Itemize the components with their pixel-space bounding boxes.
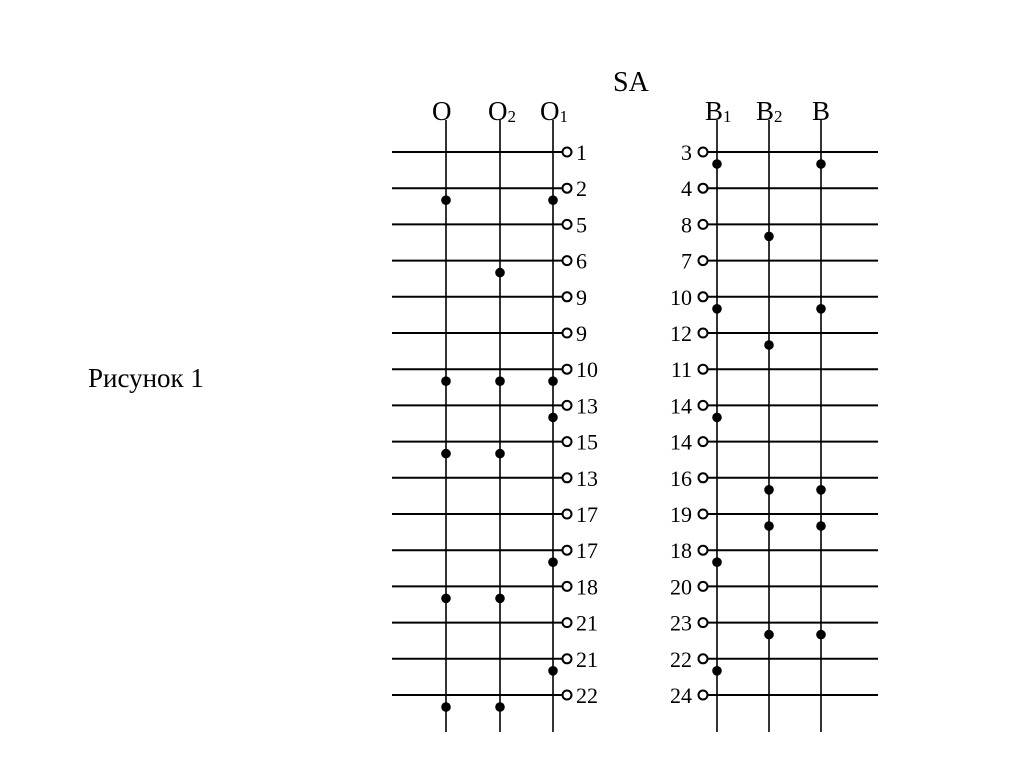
terminal-circle [563, 329, 572, 338]
terminal-label: 13 [576, 465, 598, 491]
terminal-circle [699, 329, 708, 338]
contact-dot [441, 594, 451, 604]
contact-dot [441, 376, 451, 386]
column-label: B [812, 96, 831, 126]
terminal-circle [563, 691, 572, 700]
terminal-circle [563, 510, 572, 519]
terminal-circle [563, 582, 572, 591]
terminal-circle [563, 256, 572, 265]
contact-dot [764, 521, 774, 531]
terminal-circle [563, 148, 572, 157]
terminal-circle [563, 618, 572, 627]
terminal-label: 14 [670, 393, 692, 419]
terminal-label: 4 [681, 176, 692, 202]
terminal-label: 14 [670, 429, 692, 455]
terminal-label: 18 [670, 538, 692, 564]
contact-dot [548, 195, 558, 205]
contact-dot [712, 159, 722, 169]
terminal-circle [699, 184, 708, 193]
column-label: O2 [488, 96, 516, 126]
terminal-circle [563, 292, 572, 301]
terminal-label: 16 [670, 465, 692, 491]
contact-dot [495, 702, 505, 712]
contact-dot [548, 666, 558, 676]
terminal-circle [699, 510, 708, 519]
contact-dot [764, 340, 774, 350]
terminal-circle [563, 365, 572, 374]
terminal-label: 8 [681, 212, 692, 238]
right-switch-group [670, 96, 878, 732]
contact-dot [764, 232, 774, 242]
terminal-circle [699, 618, 708, 627]
terminal-circle [699, 654, 708, 663]
left-switch-group [392, 96, 598, 732]
terminal-circle [699, 401, 708, 410]
contact-dot [816, 521, 826, 531]
diagram-title: SA [613, 67, 649, 98]
terminal-label: 6 [576, 248, 587, 274]
terminal-circle [699, 437, 708, 446]
terminal-label: 2 [576, 176, 587, 202]
terminal-label: 13 [576, 393, 598, 419]
terminal-label: 18 [576, 574, 598, 600]
terminal-label: 22 [576, 683, 598, 708]
terminal-label: 21 [576, 610, 598, 636]
contact-dot [712, 413, 722, 423]
contact-dot [712, 304, 722, 314]
terminal-circle [699, 546, 708, 555]
contact-dot [548, 557, 558, 567]
terminal-circle [563, 654, 572, 663]
terminal-label: 17 [576, 502, 598, 527]
contact-dot [495, 376, 505, 386]
terminal-circle [563, 473, 572, 482]
terminal-label: 15 [576, 429, 598, 455]
terminal-circle [699, 292, 708, 301]
terminal-label: 21 [576, 646, 598, 672]
contact-dot [548, 413, 558, 423]
contact-dot [495, 268, 505, 278]
terminal-label: 17 [576, 538, 598, 564]
contact-dot [816, 630, 826, 640]
contact-dot [764, 630, 774, 640]
terminal-label: 10 [670, 284, 692, 310]
contact-dot [548, 376, 558, 386]
terminal-circle [699, 691, 708, 700]
terminal-label: 19 [670, 502, 692, 527]
terminal-circle [699, 148, 708, 157]
figure-caption: Рисунок 1 [88, 363, 204, 393]
contact-dot [495, 594, 505, 604]
terminal-circle [699, 220, 708, 229]
terminal-label: 24 [670, 683, 692, 708]
terminal-label: 22 [670, 646, 692, 672]
terminal-label: 7 [681, 248, 692, 274]
column-label: O1 [540, 96, 568, 126]
contact-dot [441, 449, 451, 459]
terminal-circle [563, 401, 572, 410]
terminal-label: 9 [576, 284, 587, 310]
terminal-label: 12 [670, 321, 692, 346]
terminal-circle [563, 546, 572, 555]
terminal-label: 5 [576, 212, 587, 238]
terminal-label: 9 [576, 321, 587, 346]
column-label: B1 [705, 96, 732, 126]
contact-dot [441, 702, 451, 712]
contact-dot [816, 159, 826, 169]
terminal-label: 23 [670, 610, 692, 636]
contact-dot [764, 485, 774, 495]
contact-dot [712, 666, 722, 676]
terminal-label: 10 [576, 357, 598, 383]
contact-dot [816, 485, 826, 495]
contact-dot [816, 304, 826, 314]
terminal-circle [699, 473, 708, 482]
terminal-circle [699, 582, 708, 591]
terminal-circle [563, 184, 572, 193]
terminal-label: 3 [681, 140, 692, 165]
terminal-label: 1 [576, 140, 587, 165]
terminal-circle [563, 437, 572, 446]
terminal-circle [563, 220, 572, 229]
contact-dot [495, 449, 505, 459]
column-label: O [432, 96, 452, 126]
terminal-circle [699, 365, 708, 374]
contact-dot [441, 195, 451, 205]
column-label: B2 [756, 96, 783, 126]
terminal-label: 20 [670, 574, 692, 600]
terminal-circle [699, 256, 708, 265]
contact-dot [712, 557, 722, 567]
terminal-label: 11 [670, 357, 692, 383]
